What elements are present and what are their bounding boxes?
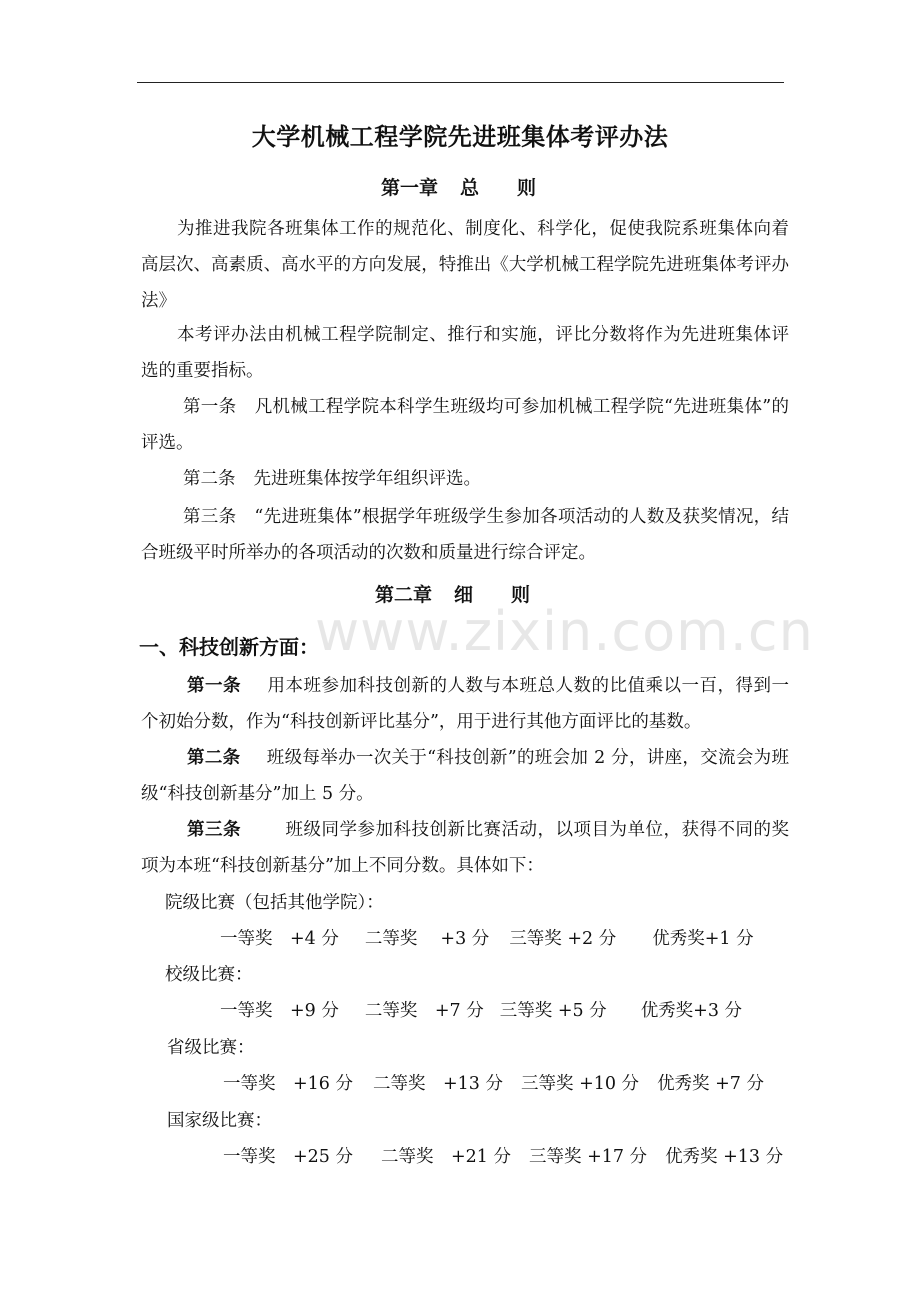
section-1-article-1 (141, 668, 789, 740)
article-1-label: 第一条 (183, 397, 237, 417)
article-3 (141, 499, 789, 571)
article-3-text: “先进班集体”根据学年班级学生参加各项活动的人数及获奖情况，结合班级平时所举办的各项活动的次数和质量进行综合评定。 (141, 507, 789, 563)
prize-second: 二等奖 +7 分 (364, 1001, 484, 1021)
prize-merit: 优秀奖 +13 分 (665, 1147, 784, 1167)
prize-merit: 优秀奖+1 分 (652, 929, 754, 949)
prize-second: 二等奖 +13 分 (373, 1074, 503, 1094)
prize-second: 二等奖 +21 分 (381, 1147, 511, 1167)
intro-paragraph-2: 本考评办法由机械工程学院制定、推行和实施，评比分数将作为先进班集体评选的重要指标。 (141, 325, 789, 381)
s1-article-3-text: 班级同学参加科技创新比赛活动，以项目为单位，获得不同的奖项为本班“科技创新基分”加上不同分数。具体如下： (141, 820, 789, 876)
section-1-heading: 一、科技创新方面： (139, 635, 319, 659)
level-heading: 院级比赛（包括其他学院）： (165, 893, 384, 913)
prize-third: 三等奖 +2 分 (509, 929, 617, 949)
prize-first: 一等奖 +25 分 (223, 1147, 353, 1167)
chapter-2-label: 第二章 (375, 584, 433, 606)
prize-line (220, 993, 742, 1029)
chapter-1-label: 第一章 (381, 177, 439, 199)
prize-first: 一等奖 +4 分 (220, 929, 339, 949)
s1-article-1-text: 用本班参加科技创新的人数与本班总人数的比值乘以一百，得到一个初始分数，作为“科技创新评比基分”，用于进行其他方面评比的基数。 (141, 676, 789, 732)
article-3-label: 第三条 (183, 507, 237, 527)
section-1-article-3 (141, 812, 789, 884)
s1-article-2-text: 班级每举办一次关于“科技创新”的班会加 2 分，讲座，交流会为班级“科技创新基分”加上 5 分。 (141, 748, 790, 804)
article-2-text: 先进班集体按学年组织评选。 (253, 469, 481, 489)
prize-third: 三等奖 +10 分 (521, 1074, 640, 1094)
header-rule (137, 82, 784, 83)
s1-article-1-label: 第一条 (187, 676, 241, 696)
article-1 (141, 389, 789, 461)
prize-merit: 优秀奖+3 分 (640, 1001, 743, 1021)
chapter-1-heading (381, 173, 536, 200)
prize-third: 三等奖 +5 分 (499, 1001, 607, 1021)
prize-first: 一等奖 +9 分 (220, 1001, 339, 1021)
prize-line (223, 1066, 764, 1102)
prize-merit: 优秀奖 +7 分 (657, 1074, 764, 1094)
prize-third: 三等奖 +17 分 (529, 1147, 648, 1167)
prize-second: 二等奖 +3 分 (364, 929, 490, 949)
prize-line (220, 921, 754, 957)
level-heading: 校级比赛： (165, 965, 253, 985)
intro-paragraph-1: 为推进我院各班集体工作的规范化、制度化、科学化，促使我院系班集体向着高层次、高素质、高水平的方向发展，特推出《大学机械工程学院先进班集体考评办法》 (141, 219, 789, 311)
chapter-1-name: 总 则 (460, 177, 537, 199)
article-1-text: 凡机械工程学院本科学生班级均可参加机械工程学院“先进班集体”的评选。 (141, 397, 789, 453)
level-heading: 省级比赛： (167, 1038, 255, 1058)
article-2 (141, 461, 789, 497)
s1-article-3-label: 第三条 (187, 820, 241, 840)
level-heading: 国家级比赛： (167, 1111, 272, 1131)
section-1-article-2 (141, 740, 789, 812)
document-title: 大学机械工程学院先进班集体考评办法 (251, 122, 669, 151)
chapter-2-name: 细 则 (454, 584, 531, 606)
article-2-label: 第二条 (183, 469, 236, 489)
watermark: www.zixin.com.cn (315, 600, 814, 663)
s1-article-2-label: 第二条 (187, 748, 241, 768)
prize-first: 一等奖 +16 分 (223, 1074, 353, 1094)
prize-line (223, 1139, 783, 1175)
